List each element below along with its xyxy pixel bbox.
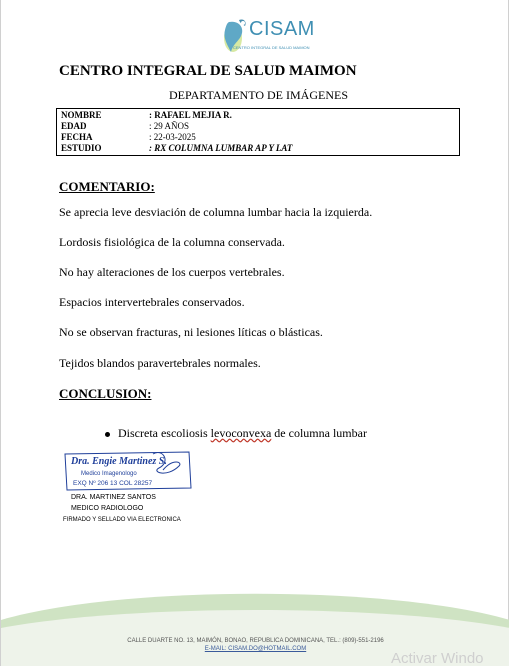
clinic-title: CENTRO INTEGRAL DE SALUD MAIMON [59, 63, 357, 79]
activation-watermark: Activar Windo [391, 650, 484, 667]
conclusion-heading: CONCLUSION: [59, 386, 152, 401]
patient-label: FECHA [61, 132, 93, 142]
bullet-dot-icon [105, 432, 110, 437]
comentario-line: No hay alteraciones de los cuerpos vertebrales. [59, 265, 285, 279]
patient-row-estudio [61, 143, 455, 154]
footer-email: E-MAIL: CISAM.DO@HOTMAIL.COM [204, 646, 307, 652]
department-title: DEPARTAMENTO DE IMÁGENES [169, 88, 348, 102]
patient-value: : 22-03-2025 [149, 132, 196, 142]
patient-row-edad [61, 121, 455, 132]
signer-role: MEDICO RADIOLOGO [71, 505, 144, 512]
stamp-name: Dra. Engie Martinez S. [71, 456, 167, 467]
patient-label: NOMBRE [61, 110, 102, 120]
patient-value: : RX COLUMNA LUMBAR AP Y LAT [149, 143, 293, 153]
comentario-line: Lordosis fisiológica de la columna conservada. [59, 235, 285, 249]
patient-row-fecha [61, 132, 455, 143]
conclusion-text-start: Discreta escoliosis [118, 426, 211, 440]
conclusion-bullet [105, 426, 367, 441]
patient-value: : 29 AÑOS [149, 121, 190, 131]
patient-row-nombre [61, 110, 455, 121]
comentario-line: Espacios intervertebrales conservados. [59, 295, 245, 309]
stamp-role: Medico Imagenologo [81, 471, 137, 477]
patient-info-box [56, 108, 460, 156]
comentario-line: No se observan fracturas, ni lesiones líticas o blásticas. [59, 325, 323, 339]
logo-text: CISAM [249, 18, 315, 40]
comentario-heading: COMENTARIO: [59, 179, 155, 194]
signature-stamp [63, 448, 193, 492]
logo-subtext: CENTRO INTEGRAL DE SALUD MAIMON [233, 45, 310, 50]
signer-name: DRA. MARTINEZ SANTOS [71, 494, 156, 501]
footer-address: CALLE DUARTE NO. 13, MAIMÓN, BONAO, REPUBLICA DOMINICANA, TEL.: (809)-551-2196 [127, 638, 384, 644]
comentario-line: Tejidos blandos paravertebrales normales. [59, 356, 261, 370]
spellcheck-word: levoconvexa [210, 426, 272, 440]
stamp-ids: EXQ Nº 206 13 COL 28257 [73, 480, 153, 487]
comentario-line: Se aprecia leve desviación de columna lumbar hacia la izquierda. [59, 205, 373, 219]
patient-label: ESTUDIO [61, 143, 102, 153]
signature-note: FIRMADO Y SELLADO VIA ELECTRONICA [63, 517, 181, 523]
conclusion-text-end: de columna lumbar [271, 426, 367, 440]
patient-label: EDAD [61, 121, 87, 131]
patient-value: : RAFAEL MEJIA R. [149, 110, 232, 120]
